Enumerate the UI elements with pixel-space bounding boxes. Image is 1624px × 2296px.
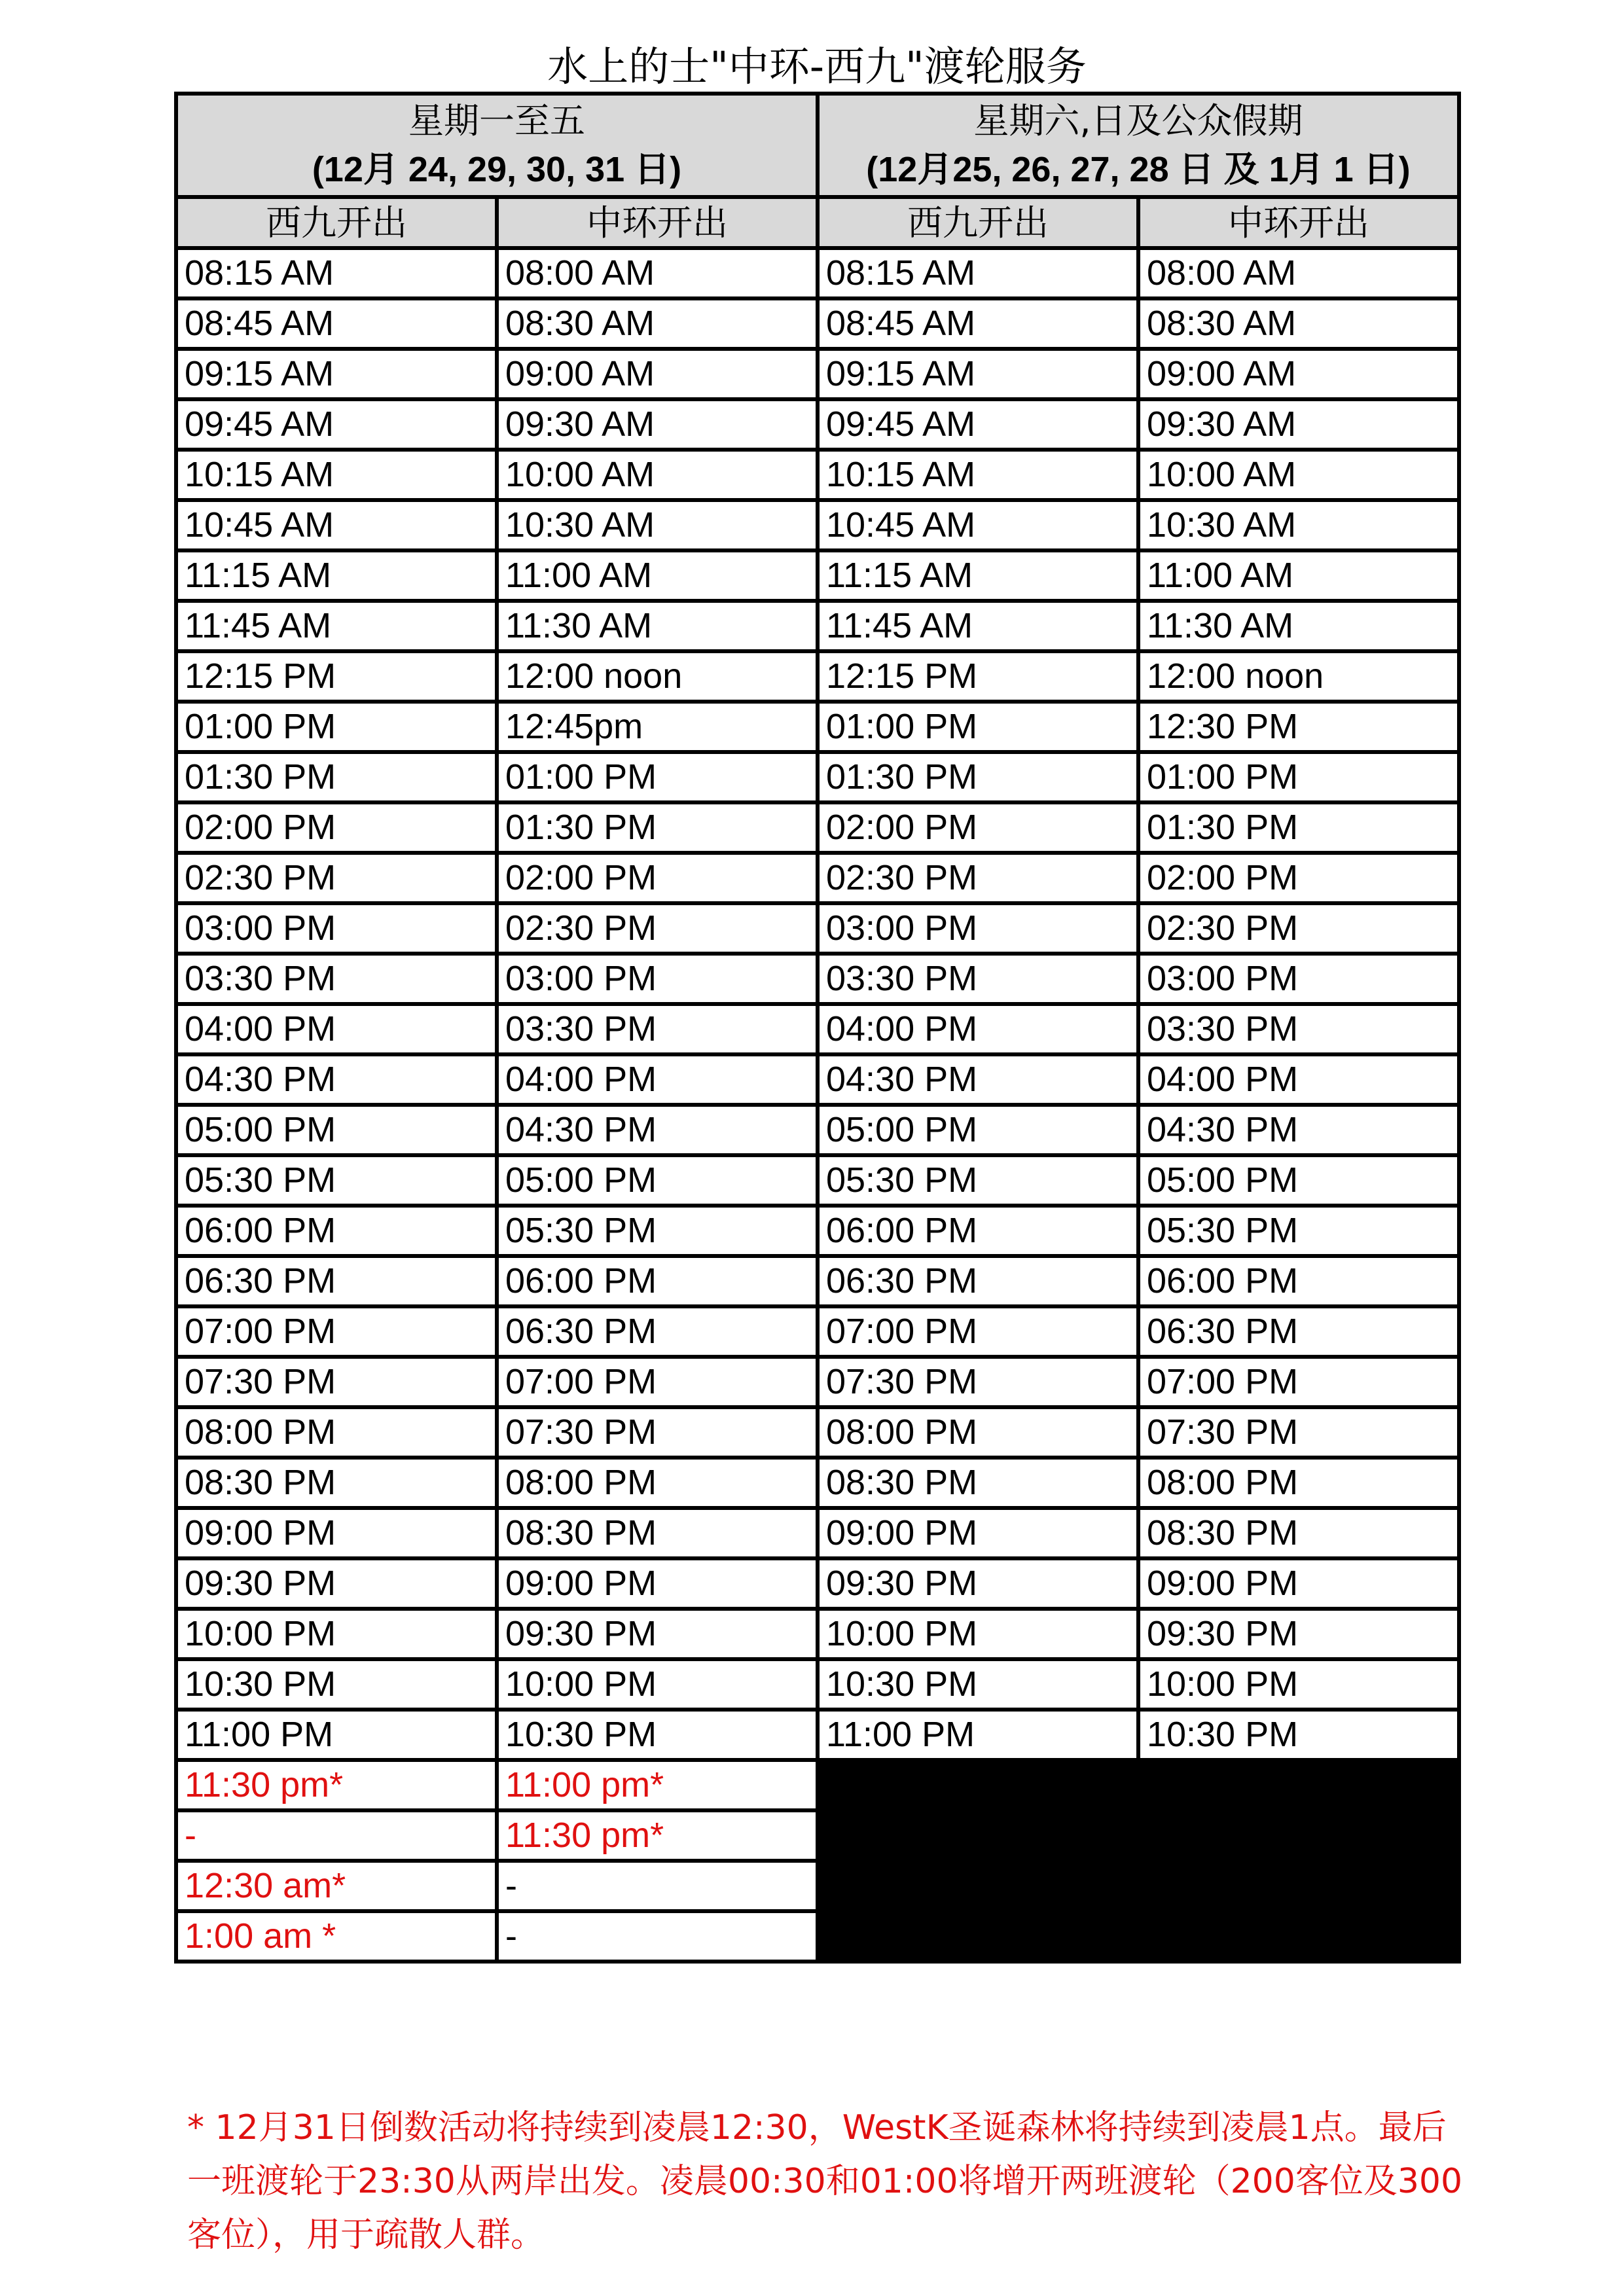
departure-central-weekday: 06:00 PM [497,1256,818,1306]
departure-west-kowloon-weekend: 09:15 AM [818,349,1138,399]
departure-west-kowloon-weekday: 10:15 AM [176,450,497,500]
table-row [176,651,1459,702]
departure-central-weekday: 08:30 PM [497,1508,818,1558]
departure-central-weekday: 05:00 PM [497,1155,818,1206]
table-row [176,1609,1459,1659]
departure-west-kowloon-weekday: 09:00 PM [176,1508,497,1558]
departure-central-weekend: 07:30 PM [1138,1407,1459,1458]
departure-central-weekend: 06:30 PM [1138,1306,1459,1357]
table-row [176,1508,1459,1558]
departure-west-kowloon-weekend: 08:30 PM [818,1458,1138,1508]
table-row [176,248,1459,298]
departure-central-weekday: 11:30 AM [497,601,818,651]
departure-west-kowloon-weekend: 11:15 AM [818,550,1138,601]
departure-west-kowloon-weekend: 01:00 PM [818,702,1138,752]
departure-central-weekend: 09:30 PM [1138,1609,1459,1659]
departure-central-weekday: 12:45pm [497,702,818,752]
ferry-schedule-table [174,92,1461,1964]
departure-central-weekday: 10:30 AM [497,500,818,550]
departure-west-kowloon-weekend: 05:00 PM [818,1105,1138,1155]
departure-west-kowloon-weekday: 08:30 PM [176,1458,497,1508]
departure-west-kowloon-weekday: 11:00 PM [176,1710,497,1760]
table-row [176,550,1459,601]
departure-central-weekday: 09:00 AM [497,349,818,399]
column-header-row [176,197,1459,248]
departure-central-weekday: - [497,1861,818,1911]
departure-central-weekday: 02:30 PM [497,903,818,954]
table-row [176,1256,1459,1306]
departure-central-weekend: 03:00 PM [1138,954,1459,1004]
departure-central-weekend: 07:00 PM [1138,1357,1459,1407]
page-title: 水上的士"中环-西九"渡轮服务 [547,43,1087,90]
table-row [176,1004,1459,1054]
table-row [176,702,1459,752]
departure-west-kowloon-weekend: 04:30 PM [818,1054,1138,1105]
footnote: * 12月31日倒数活动将持续到凌晨12:30，WestK圣诞森林将持续到凌晨1点。最后一班渡轮于23:30从两岸出发。凌晨00:30和01:00将增开两班渡轮（200客位及300客位），用于疏散人群。 [187,2108,1463,2255]
departure-west-kowloon-weekend: 10:00 PM [818,1609,1138,1659]
table-row [176,601,1459,651]
departure-central-weekday: 10:00 AM [497,450,818,500]
departure-west-kowloon-weekday: 12:30 am* [176,1861,497,1911]
table-row [176,752,1459,802]
table-row [176,1054,1459,1105]
departure-central-weekday: 07:30 PM [497,1407,818,1458]
departure-west-kowloon-weekday: 11:45 AM [176,601,497,651]
departure-west-kowloon-weekend: 11:00 PM [818,1710,1138,1760]
weekend-dates-label: (12月25, 26, 27, 28 日 及 1月 1 日) [866,150,1411,189]
departure-central-weekend: 01:30 PM [1138,802,1459,853]
departure-west-kowloon-weekend: 01:30 PM [818,752,1138,802]
departure-central-weekend: 09:00 AM [1138,349,1459,399]
departure-west-kowloon-weekend: 10:30 PM [818,1659,1138,1710]
column-header-central-weekend: 中环开出 [1138,197,1459,248]
departure-central-weekend: 10:30 PM [1138,1710,1459,1760]
departure-west-kowloon-weekday: 07:00 PM [176,1306,497,1357]
departure-central-weekday: 03:00 PM [497,954,818,1004]
departure-central-weekend: 11:30 AM [1138,601,1459,651]
departure-west-kowloon-weekday: 11:30 pm* [176,1760,497,1810]
departure-central-weekend: 04:30 PM [1138,1105,1459,1155]
departure-central-weekday: 04:30 PM [497,1105,818,1155]
departure-central-weekday: 08:00 PM [497,1458,818,1508]
departure-west-kowloon-weekday: 10:30 PM [176,1659,497,1710]
departure-central-weekday: 08:30 AM [497,298,818,349]
departure-west-kowloon-weekday: 07:30 PM [176,1357,497,1407]
departure-west-kowloon-weekday: - [176,1810,497,1861]
departure-west-kowloon-weekday: 03:30 PM [176,954,497,1004]
departure-west-kowloon-weekday: 10:00 PM [176,1609,497,1659]
table-row [176,399,1459,450]
departure-west-kowloon-weekend: 08:00 PM [818,1407,1138,1458]
departure-west-kowloon-weekday: 12:15 PM [176,651,497,702]
departure-central-weekend: 12:30 PM [1138,702,1459,752]
table-row [176,500,1459,550]
table-row [176,1206,1459,1256]
departure-central-weekday: 01:00 PM [497,752,818,802]
departure-west-kowloon-weekday: 04:30 PM [176,1054,497,1105]
table-row-extra [176,1760,1459,1810]
departure-west-kowloon-weekday: 09:15 AM [176,349,497,399]
departure-west-kowloon-weekday: 08:15 AM [176,248,497,298]
departure-west-kowloon-weekend: 07:30 PM [818,1357,1138,1407]
departure-west-kowloon-weekend: 05:30 PM [818,1155,1138,1206]
departure-west-kowloon-weekday: 06:30 PM [176,1256,497,1306]
departure-west-kowloon-weekday: 02:30 PM [176,853,497,903]
departure-central-weekend: 10:00 PM [1138,1659,1459,1710]
departure-central-weekday: 04:00 PM [497,1054,818,1105]
table-row [176,1659,1459,1710]
table-row [176,1357,1459,1407]
departure-west-kowloon-weekend: 06:00 PM [818,1206,1138,1256]
departure-west-kowloon-weekend: 08:45 AM [818,298,1138,349]
departure-central-weekday: 03:30 PM [497,1004,818,1054]
departure-central-weekend: 08:00 AM [1138,248,1459,298]
table-row [176,903,1459,954]
column-header-west-kowloon-weekday: 西九开出 [176,197,497,248]
departure-central-weekday: 10:30 PM [497,1710,818,1760]
departure-central-weekday: 09:30 PM [497,1609,818,1659]
table-row [176,1558,1459,1609]
departure-west-kowloon-weekend: 12:15 PM [818,651,1138,702]
departure-central-weekend: 09:30 AM [1138,399,1459,450]
departure-west-kowloon-weekday: 06:00 PM [176,1206,497,1256]
departure-west-kowloon-weekend: 11:45 AM [818,601,1138,651]
weekend-days-label: 星期六,日及公众假期 [973,100,1303,141]
table-row [176,802,1459,853]
table-row [176,450,1459,500]
departure-central-weekend: 09:00 PM [1138,1558,1459,1609]
table-row [176,298,1459,349]
table-row [176,1155,1459,1206]
departure-central-weekend: 12:00 noon [1138,651,1459,702]
departure-central-weekday: 07:00 PM [497,1357,818,1407]
departure-central-weekend: 08:30 AM [1138,298,1459,349]
table-row [176,1458,1459,1508]
departure-central-weekend: 08:00 PM [1138,1458,1459,1508]
departure-central-weekend: 04:00 PM [1138,1054,1459,1105]
table-row [176,349,1459,399]
departure-west-kowloon-weekend: 06:30 PM [818,1256,1138,1306]
no-service-filler [818,1760,1459,1962]
departure-central-weekday: 01:30 PM [497,802,818,853]
departure-west-kowloon-weekend: 03:30 PM [818,954,1138,1004]
departure-west-kowloon-weekday: 05:00 PM [176,1105,497,1155]
schedule-group-header-row [176,94,1459,197]
departure-west-kowloon-weekend: 10:15 AM [818,450,1138,500]
departure-central-weekday: 11:00 pm* [497,1760,818,1810]
departure-central-weekday: 12:00 noon [497,651,818,702]
table-row [176,1105,1459,1155]
weekend-holiday-group-header [818,94,1459,197]
departure-west-kowloon-weekend: 10:45 AM [818,500,1138,550]
departure-central-weekday: 05:30 PM [497,1206,818,1256]
departure-west-kowloon-weekday: 01:00 PM [176,702,497,752]
departure-west-kowloon-weekday: 11:15 AM [176,550,497,601]
departure-west-kowloon-weekday: 02:00 PM [176,802,497,853]
table-row [176,1306,1459,1357]
departure-central-weekend: 11:00 AM [1138,550,1459,601]
column-header-west-kowloon-weekend: 西九开出 [818,197,1138,248]
departure-central-weekend: 10:00 AM [1138,450,1459,500]
departure-central-weekday: 08:00 AM [497,248,818,298]
departure-central-weekday: 09:00 PM [497,1558,818,1609]
departure-west-kowloon-weekend: 04:00 PM [818,1004,1138,1054]
column-header-central-weekday: 中环开出 [497,197,818,248]
departure-west-kowloon-weekend: 09:00 PM [818,1508,1138,1558]
departure-central-weekend: 03:30 PM [1138,1004,1459,1054]
table-row [176,853,1459,903]
table-row [176,1407,1459,1458]
departure-west-kowloon-weekday: 09:30 PM [176,1558,497,1609]
departure-central-weekend: 02:00 PM [1138,853,1459,903]
departure-west-kowloon-weekday: 01:30 PM [176,752,497,802]
departure-west-kowloon-weekday: 10:45 AM [176,500,497,550]
weekday-group-header [176,94,818,197]
departure-west-kowloon-weekend: 09:30 PM [818,1558,1138,1609]
departure-central-weekday: 10:00 PM [497,1659,818,1710]
departure-central-weekday: 11:00 AM [497,550,818,601]
departure-west-kowloon-weekday: 09:45 AM [176,399,497,450]
departure-west-kowloon-weekend: 02:30 PM [818,853,1138,903]
weekday-dates-label: (12月 24, 29, 30, 31 日) [312,150,682,189]
table-row [176,954,1459,1004]
departure-west-kowloon-weekday: 08:00 PM [176,1407,497,1458]
departure-west-kowloon-weekday: 1:00 am * [176,1911,497,1962]
weekday-days-label: 星期一至五 [408,100,585,141]
departure-west-kowloon-weekday: 03:00 PM [176,903,497,954]
departure-west-kowloon-weekend: 09:45 AM [818,399,1138,450]
departure-west-kowloon-weekday: 04:00 PM [176,1004,497,1054]
departure-west-kowloon-weekend: 08:15 AM [818,248,1138,298]
departure-central-weekend: 06:00 PM [1138,1256,1459,1306]
departure-west-kowloon-weekend: 02:00 PM [818,802,1138,853]
departure-central-weekend: 10:30 AM [1138,500,1459,550]
departure-central-weekday: 09:30 AM [497,399,818,450]
departure-west-kowloon-weekend: 07:00 PM [818,1306,1138,1357]
table-row [176,1710,1459,1760]
departure-central-weekday: 11:30 pm* [497,1810,818,1861]
departure-west-kowloon-weekday: 05:30 PM [176,1155,497,1206]
departure-central-weekend: 08:30 PM [1138,1508,1459,1558]
departure-central-weekday: 06:30 PM [497,1306,818,1357]
departure-central-weekend: 05:30 PM [1138,1206,1459,1256]
departure-central-weekend: 05:00 PM [1138,1155,1459,1206]
departure-west-kowloon-weekday: 08:45 AM [176,298,497,349]
departure-central-weekend: 01:00 PM [1138,752,1459,802]
departure-west-kowloon-weekend: 03:00 PM [818,903,1138,954]
departure-central-weekend: 02:30 PM [1138,903,1459,954]
departure-central-weekday: 02:00 PM [497,853,818,903]
departure-central-weekday: - [497,1911,818,1962]
